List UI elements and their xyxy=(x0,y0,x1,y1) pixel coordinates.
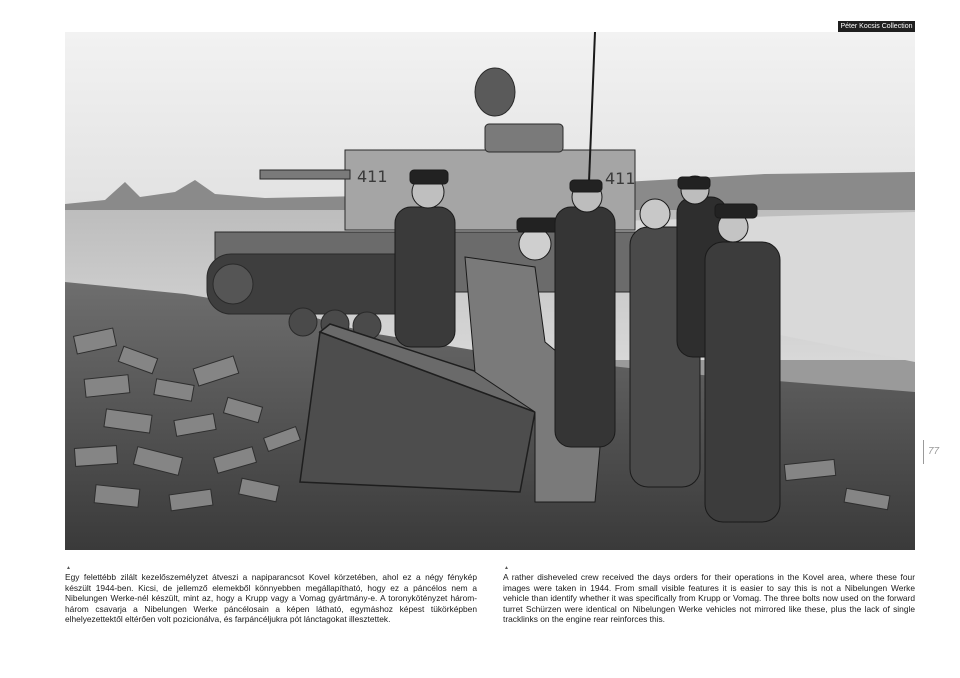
caption-marker-hungarian: ▲ xyxy=(66,565,71,571)
caption-hungarian: Egy felettébb zilált kezelőszemélyzet átveszi a napiparancsot Kovel körzetében, ahol ez a négy fénykép készült 1944-ben. Kicsi, de jellemző elemekből könnyebben megállapítható, hogy ez a páncélos nem a Nibelungen Werke-nél készült, mint az, hogy a Krupp vagy a Vomag gyártmány-e. A toronykötényzet három-három csavarja a Nibelungen Werke páncélosain a képen látható, egymáshoz képest tükörképben elhelyezettektől eltérően volt pozicionálva, és farpáncéljukra pót lánctagokat illesztettek. xyxy=(65,572,477,625)
turret-number-right: 411 xyxy=(605,169,636,188)
page-number: 77 xyxy=(923,440,939,464)
photo-credit: Péter Kocsis Collection xyxy=(838,21,915,32)
turret-number-left: 411 xyxy=(357,167,388,186)
caption-english: A rather disheveled crew received the days orders for their operations in the Kovel area, where these four images were taken in 1944. From small visible features it is easier to say this is not a Nibelungen Werke vehicle than identify whether it was specifically from Krupp or Vomag. The three bolts now used on the forward turret Schürzen were identical on Nibelungen Werke vehicles not mirrored like these, plus the lack of single tracklinks on the engine rear reinforces this. xyxy=(503,572,915,625)
photograph xyxy=(65,32,915,550)
caption-marker-english: ▲ xyxy=(504,565,509,571)
